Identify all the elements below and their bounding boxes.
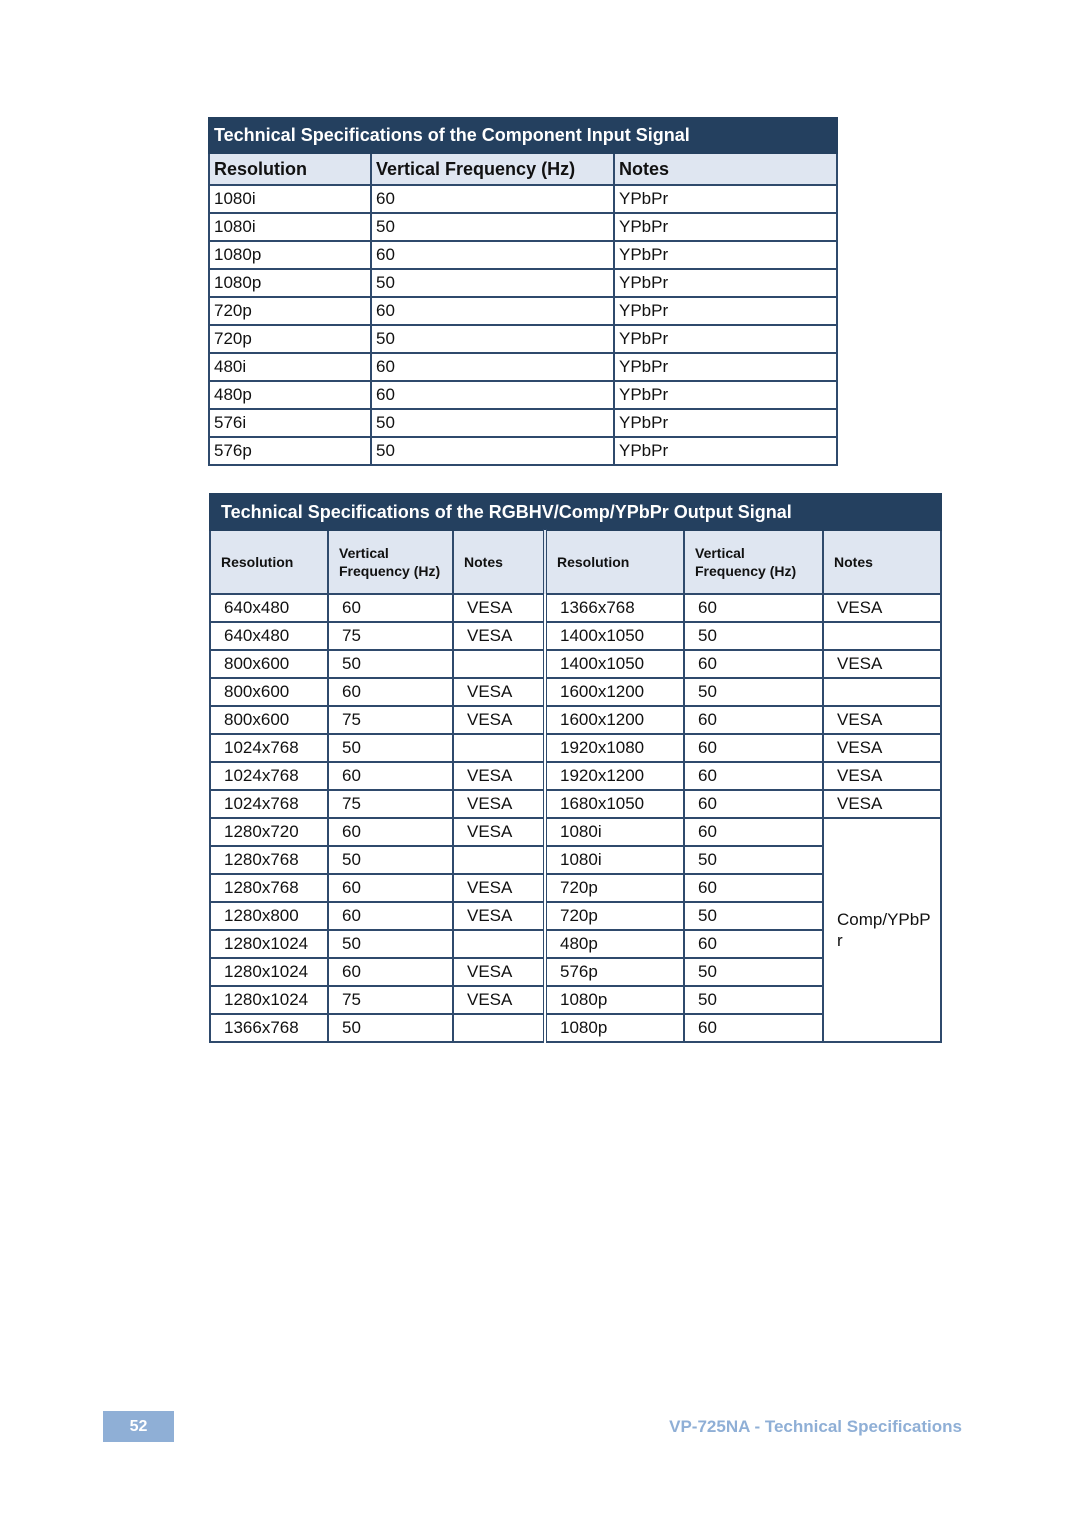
table-cell: VESA <box>823 650 941 678</box>
table-row <box>209 269 837 297</box>
table-cell: VESA <box>453 986 545 1014</box>
table-title: Technical Specifications of the RGBHV/Comp/YPbPr Output Signal <box>210 494 941 530</box>
table-cell: VESA <box>453 762 545 790</box>
table-cell: 50 <box>371 325 614 353</box>
table-cell: 60 <box>684 706 823 734</box>
table-cell: 576i <box>209 409 371 437</box>
table-cell: 720p <box>209 297 371 325</box>
table-cell: VESA <box>823 594 941 622</box>
table-row <box>209 241 837 269</box>
table-cell: 50 <box>371 213 614 241</box>
table-cell: 50 <box>684 902 823 930</box>
table-cell: 1080i <box>209 185 371 213</box>
table-cell: VESA <box>453 874 545 902</box>
table-cell: VESA <box>453 902 545 930</box>
table-cell: 1600x1200 <box>545 678 684 706</box>
table-cell: 1280x768 <box>210 846 328 874</box>
table-cell: 1920x1080 <box>545 734 684 762</box>
table-cell: 60 <box>328 762 453 790</box>
table-cell: YPbPr <box>614 381 837 409</box>
table-row <box>210 594 941 622</box>
table-cell: 60 <box>371 241 614 269</box>
table-row <box>210 818 941 846</box>
table-cell: 1080i <box>209 213 371 241</box>
table-cell: 480p <box>545 930 684 958</box>
table-cell: 50 <box>371 269 614 297</box>
table-cell: 75 <box>328 790 453 818</box>
table-row <box>210 762 941 790</box>
column-header: Notes <box>614 153 837 185</box>
table-cell: 50 <box>328 846 453 874</box>
table-cell: 60 <box>328 818 453 846</box>
table-row <box>210 650 941 678</box>
table-cell: 720p <box>545 874 684 902</box>
table-cell: 1680x1050 <box>545 790 684 818</box>
table-cell: 1280x768 <box>210 874 328 902</box>
table-cell <box>453 846 545 874</box>
table-row <box>210 622 941 650</box>
table-cell: YPbPr <box>614 213 837 241</box>
column-header: Notes <box>823 530 941 594</box>
table-cell: 1600x1200 <box>545 706 684 734</box>
table-cell: 1280x1024 <box>210 930 328 958</box>
table-cell: VESA <box>453 706 545 734</box>
table-cell: 480p <box>209 381 371 409</box>
table-cell: 1080p <box>545 986 684 1014</box>
footer-title: VP-725NA - Technical Specifications <box>669 1417 962 1436</box>
table-row <box>209 297 837 325</box>
table-cell: 50 <box>328 1014 453 1042</box>
table-cell: 800x600 <box>210 650 328 678</box>
table-cell: 60 <box>684 818 823 846</box>
table-cell: 576p <box>545 958 684 986</box>
output-signal-table <box>209 493 942 1043</box>
table-cell: 640x480 <box>210 622 328 650</box>
table-cell: VESA <box>453 622 545 650</box>
table-row <box>210 734 941 762</box>
table-cell: 576p <box>209 437 371 465</box>
table-cell <box>453 734 545 762</box>
table-cell: YPbPr <box>614 353 837 381</box>
table-cell: YPbPr <box>614 297 837 325</box>
table-cell: 60 <box>328 874 453 902</box>
table-row <box>209 185 837 213</box>
table-cell: 1280x1024 <box>210 986 328 1014</box>
table-cell: YPbPr <box>614 269 837 297</box>
table-cell: 50 <box>684 678 823 706</box>
page-number: 52 <box>103 1411 174 1442</box>
table-cell: 1024x768 <box>210 734 328 762</box>
column-header: Vertical Frequency (Hz) <box>371 153 614 185</box>
table-cell: 60 <box>328 958 453 986</box>
table-cell: YPbPr <box>614 185 837 213</box>
table-cell: 50 <box>684 986 823 1014</box>
table-cell: 1400x1050 <box>545 650 684 678</box>
table-cell: 60 <box>684 734 823 762</box>
column-header: Resolution <box>209 153 371 185</box>
table-cell: 1080p <box>209 269 371 297</box>
table-row <box>209 437 837 465</box>
column-header: Vertical Frequency (Hz) <box>328 530 453 594</box>
table-row <box>209 409 837 437</box>
table-cell: 60 <box>371 381 614 409</box>
table-cell: 60 <box>328 678 453 706</box>
table-cell: 50 <box>328 650 453 678</box>
table-cell: 60 <box>328 594 453 622</box>
table-cell: VESA <box>823 706 941 734</box>
table-cell: 1920x1200 <box>545 762 684 790</box>
table-row <box>209 353 837 381</box>
table-cell: 1080i <box>545 846 684 874</box>
table-cell: 60 <box>684 594 823 622</box>
table-cell: 60 <box>684 650 823 678</box>
table-cell: VESA <box>823 762 941 790</box>
table-row <box>209 325 837 353</box>
table-cell: 60 <box>684 1014 823 1042</box>
table-cell <box>823 622 941 650</box>
component-input-table <box>208 117 838 466</box>
table-row <box>209 381 837 409</box>
table-cell: 640x480 <box>210 594 328 622</box>
table-cell: 50 <box>371 409 614 437</box>
table-cell <box>823 678 941 706</box>
table-cell: 1024x768 <box>210 762 328 790</box>
table-row <box>209 213 837 241</box>
table-cell: 50 <box>371 437 614 465</box>
table-cell: 1400x1050 <box>545 622 684 650</box>
table-cell: 75 <box>328 622 453 650</box>
table-cell: 60 <box>371 353 614 381</box>
merged-notes-cell: Comp/YPbPr <box>823 818 941 1042</box>
table-cell: VESA <box>453 790 545 818</box>
table-cell: 50 <box>328 734 453 762</box>
table-cell: 1280x1024 <box>210 958 328 986</box>
table-cell: VESA <box>453 818 545 846</box>
table-cell: YPbPr <box>614 241 837 269</box>
table-cell: 1366x768 <box>545 594 684 622</box>
table-cell: 1080p <box>545 1014 684 1042</box>
table-cell: YPbPr <box>614 325 837 353</box>
table-cell: 60 <box>684 790 823 818</box>
table-cell: 1280x800 <box>210 902 328 930</box>
table-cell: 720p <box>545 902 684 930</box>
table-cell: 60 <box>328 902 453 930</box>
column-header: Notes <box>453 530 545 594</box>
table-row <box>210 678 941 706</box>
table-cell: 480i <box>209 353 371 381</box>
table-row <box>210 706 941 734</box>
table-cell: 50 <box>684 622 823 650</box>
table-cell: 720p <box>209 325 371 353</box>
table-cell <box>453 930 545 958</box>
table-cell: 60 <box>371 185 614 213</box>
column-header: Vertical Frequency (Hz) <box>684 530 823 594</box>
table-cell: VESA <box>453 958 545 986</box>
table-row <box>210 790 941 818</box>
table-cell: 50 <box>684 958 823 986</box>
table-cell <box>453 1014 545 1042</box>
table-cell: 1080p <box>209 241 371 269</box>
table-cell: 50 <box>328 930 453 958</box>
table-cell: 75 <box>328 706 453 734</box>
table-cell: YPbPr <box>614 437 837 465</box>
table-cell: 1024x768 <box>210 790 328 818</box>
table-cell: 50 <box>684 846 823 874</box>
table-cell: 1080i <box>545 818 684 846</box>
table-cell: VESA <box>823 734 941 762</box>
table-cell: VESA <box>453 594 545 622</box>
table-cell: 800x600 <box>210 678 328 706</box>
column-header: Resolution <box>545 530 684 594</box>
table-cell: VESA <box>823 790 941 818</box>
table-cell: 75 <box>328 986 453 1014</box>
table-cell: 60 <box>684 762 823 790</box>
table-cell: 800x600 <box>210 706 328 734</box>
table-cell: YPbPr <box>614 409 837 437</box>
table-cell: 60 <box>684 930 823 958</box>
column-header: Resolution <box>210 530 328 594</box>
table-title: Technical Specifications of the Component Input Signal <box>209 118 837 153</box>
table-cell: 60 <box>371 297 614 325</box>
table-cell: 1280x720 <box>210 818 328 846</box>
table-cell: 60 <box>684 874 823 902</box>
table-cell: VESA <box>453 678 545 706</box>
table-cell: 1366x768 <box>210 1014 328 1042</box>
table-cell <box>453 650 545 678</box>
